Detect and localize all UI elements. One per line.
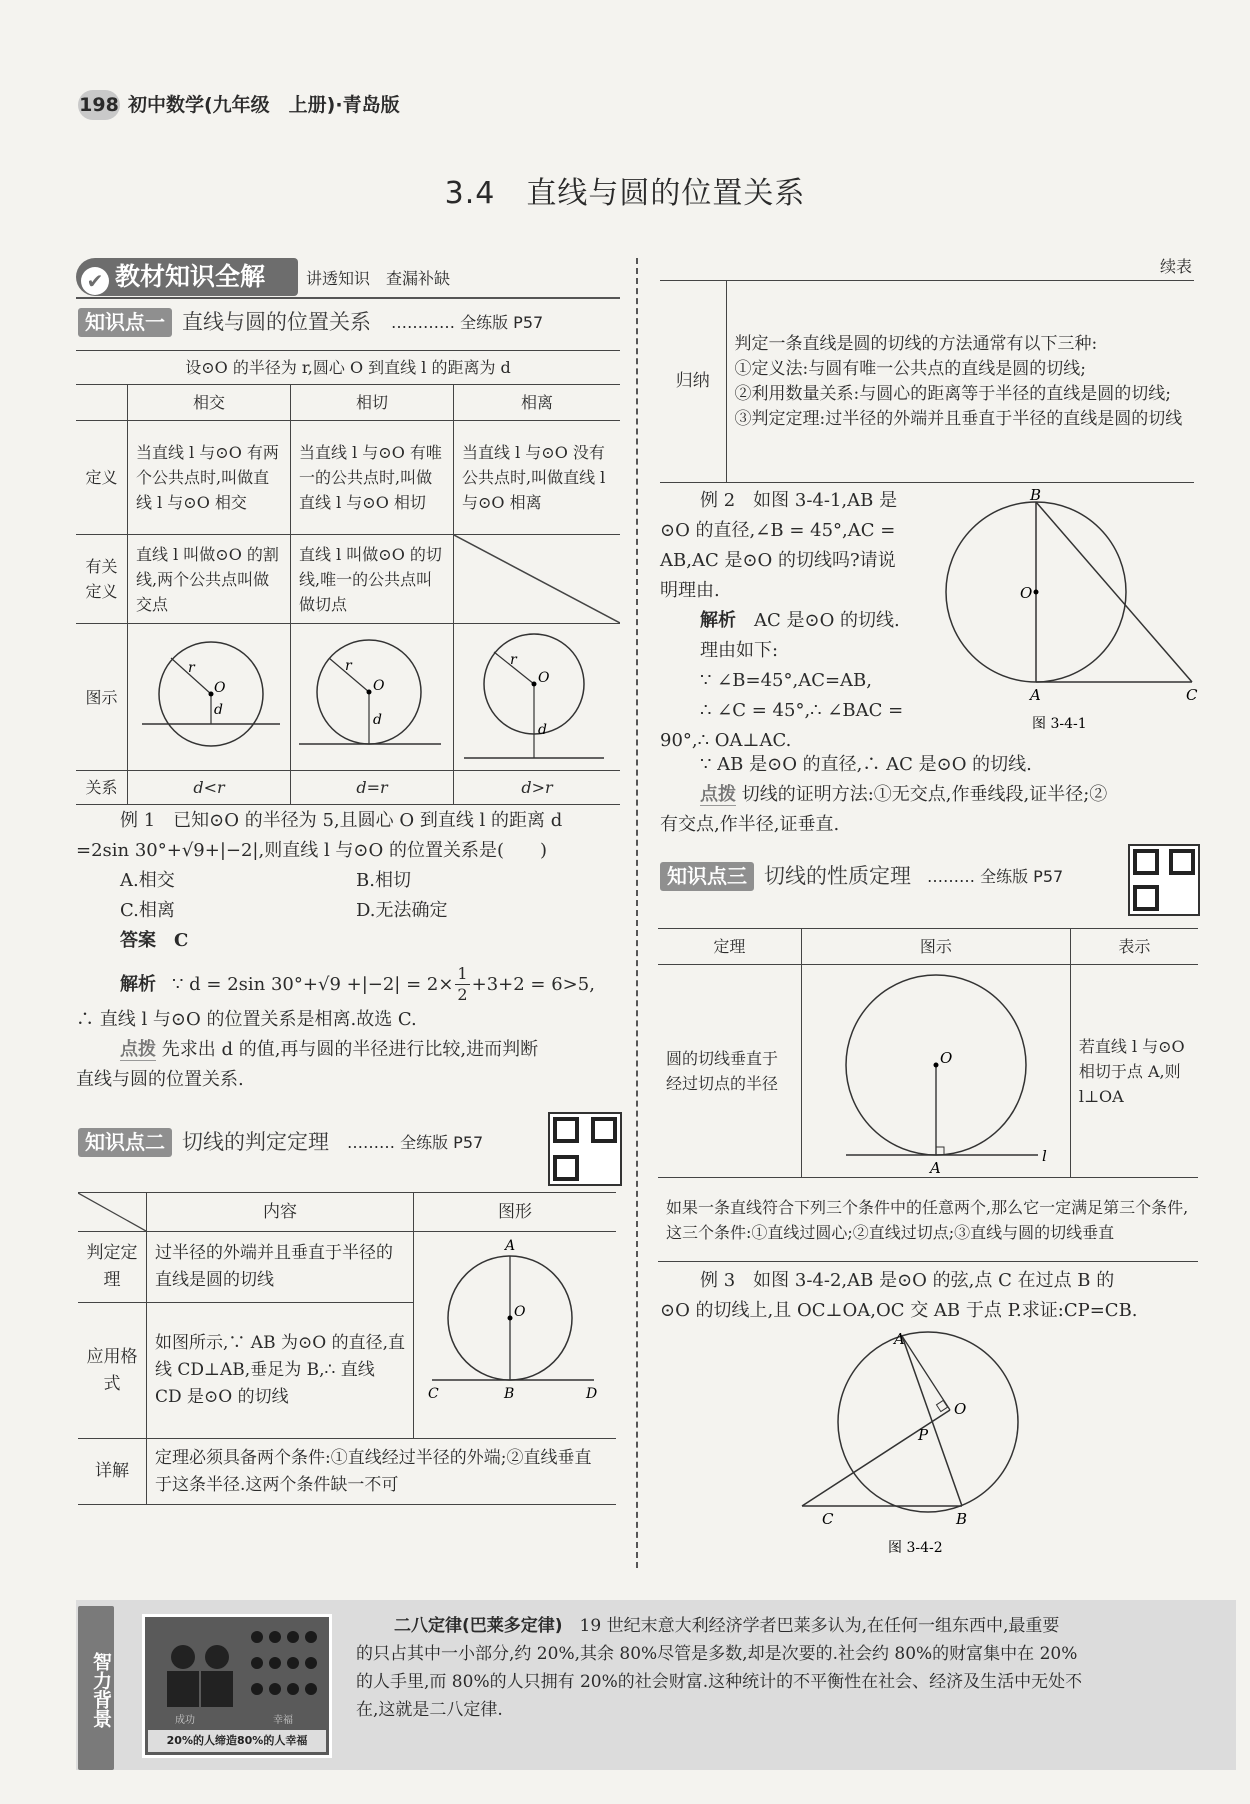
- column-divider: [636, 258, 638, 1568]
- ex1-q1: 例 1 已知⊙O 的半径为 5,且圆心 O 到直线 l 的距离 d: [120, 810, 563, 831]
- ex2-sol-6: ∵ AB 是⊙O 的直径,∴ AC 是⊙O 的切线.: [700, 754, 1032, 775]
- summary-line-4: ③判定定理:过半径的外端并且垂直于半径的直线是圆的切线: [734, 408, 1183, 429]
- ex1-option-c: C.相离: [120, 900, 175, 921]
- fig-separate: [454, 624, 621, 771]
- header-separate: 相离: [454, 385, 621, 421]
- summary-line-1: 判定一条直线是圆的切线的方法通常有以下三种:: [734, 333, 1098, 354]
- ex1-option-a: A.相交: [120, 870, 175, 891]
- label-O: O: [214, 680, 226, 696]
- img-label-success: 成功: [175, 1715, 195, 1726]
- detail-text: 定理必须具备两个条件:①直线经过半径的外端;②直线垂直于这条半径.这两个条件缺一不可: [147, 1439, 617, 1505]
- table1-caption: 设⊙O 的半径为 r,圆心 O 到直线 l 的距离为 d: [76, 351, 620, 385]
- footer-line-2: 的只占其中一小部分,约 20%,其余 80%尽管是多数,却是次要的.社会约 80%的财富集中在 20%: [356, 1644, 1078, 1664]
- header-figure: 图形: [414, 1193, 617, 1232]
- fraction: [455, 964, 469, 1005]
- criterion-figure-cell: [414, 1232, 617, 1439]
- circle-separate-figure: [454, 624, 620, 770]
- ex2-tip: [660, 780, 1200, 840]
- figure-3-4-1: [940, 486, 1200, 740]
- rel-intersect: 直线 l 叫做⊙O 的割线,两个公共点叫做交点: [128, 535, 291, 624]
- frac-num: 1: [457, 964, 468, 983]
- ex2-solution-label: 解析: [700, 610, 736, 631]
- label-B: B: [1030, 486, 1042, 504]
- label-B: B: [504, 1386, 515, 1402]
- ex2-sol-1: AC 是⊙O 的切线.: [754, 610, 900, 631]
- book-title: 初中数学(九年级 上册)·青岛版: [128, 94, 400, 116]
- kp3-ref: ……… 全练版 P57: [927, 867, 1064, 886]
- ex2-line-1: 例 2 如图 3-4-1,AB 是: [700, 490, 898, 511]
- footer-line-1: 19 世纪末意大利经济学者巴莱多认为,在任何一组东西中,最重要: [579, 1616, 1060, 1636]
- criterion-figure: [414, 1232, 616, 1438]
- header-tangent: 相切: [291, 385, 454, 421]
- label-l: l: [1041, 1147, 1047, 1165]
- banner-label: 教材知识全解: [115, 262, 266, 291]
- label-O: O: [373, 678, 385, 694]
- ex2-sol-3: ∵ ∠B=45°,AC=AB,: [700, 670, 872, 691]
- ex2-tip2: 有交点,作半径,证垂直.: [660, 814, 840, 835]
- label-d: d: [214, 702, 223, 718]
- label-d: d: [373, 712, 382, 728]
- kp1-heading: [78, 308, 543, 337]
- ex2-tip1: 切线的证明方法:①无交点,作垂线段,证半径;②: [741, 784, 1108, 805]
- ex2-line-2: ⊙O 的直径,∠B = 45°,AC =: [660, 520, 896, 541]
- label-A: A: [1030, 686, 1041, 704]
- kp1-title: 直线与圆的位置关系: [182, 310, 371, 334]
- ex1-solution-label: 解析: [120, 973, 156, 995]
- rel-separate-empty: [454, 535, 621, 624]
- fig-3-4-2-caption: 图 3-4-2: [888, 1540, 943, 1556]
- position-table: [76, 350, 620, 805]
- circle-tangent-figure: [291, 624, 453, 770]
- figure-3-4-2: [790, 1330, 1050, 1566]
- ex1-answer-label: 答案: [120, 930, 156, 951]
- property-note: 如果一条直线符合下列三个条件中的任意两个,那么它一定满足第三个条件,这三个条件:①直线过圆心;②直线过切点;③直线与圆的切线垂直: [658, 1178, 1198, 1262]
- property-figure: [802, 965, 1070, 1177]
- label-A: A: [929, 1159, 941, 1177]
- ex2-sol-5: 90°,∴ OA⊥AC.: [660, 730, 792, 751]
- label-A: A: [894, 1330, 905, 1348]
- header-intersect: 相交: [128, 385, 291, 421]
- header-representation: 表示: [1070, 929, 1198, 965]
- kp3-title: 切线的性质定理: [764, 864, 911, 888]
- label-O: O: [1020, 584, 1033, 602]
- continued-label: 续表: [1160, 257, 1193, 276]
- qr-code-2[interactable]: [1128, 844, 1200, 916]
- check-icon: ✔: [81, 267, 109, 295]
- ex1-q2: =2sin 30°+√9+|−2|,则直线 l 与⊙O 的位置关系是( ): [76, 840, 548, 861]
- ex1-solution-end: +3+2 = 6>5,: [471, 973, 595, 995]
- label-d: d: [538, 722, 547, 738]
- label-O: O: [538, 670, 550, 686]
- kp2-ref: ……… 全练版 P57: [347, 1133, 484, 1152]
- kp1-ref: ………… 全练版 P57: [391, 313, 544, 332]
- footer-line-4: 在,这就是二八定律.: [356, 1700, 503, 1720]
- example-3: [660, 1266, 1200, 1326]
- label-D: D: [586, 1386, 598, 1402]
- label-B: B: [956, 1510, 968, 1528]
- ex2-line-4: 明理由.: [660, 580, 720, 601]
- header-diagram: 图示: [801, 929, 1070, 965]
- example-1: [76, 806, 624, 1095]
- summary-table: [660, 280, 1194, 483]
- ex2-sol-4: ∴ ∠C = 45°,∴ ∠BAC =: [700, 700, 904, 721]
- ex1-tip-label: 点拨: [120, 1039, 156, 1060]
- theorem-text: 过半径的外端并且垂直于半径的直线是圆的切线: [147, 1232, 414, 1303]
- frac-den: 2: [457, 985, 468, 1004]
- header-diagonal: [78, 1193, 146, 1231]
- ex2-sol-2: 理由如下:: [700, 640, 779, 661]
- circle-intersect-figure: [128, 624, 290, 770]
- label-C: C: [428, 1386, 439, 1402]
- kp2-pill: 知识点二: [78, 1128, 172, 1157]
- label-r: r: [188, 660, 195, 676]
- label-P: P: [918, 1426, 929, 1444]
- fig-tangent: [291, 624, 454, 771]
- label-C: C: [1186, 686, 1198, 704]
- banner: [76, 258, 298, 296]
- people-illustration: [145, 1617, 329, 1727]
- application-text: 如图所示,∵ AB 为⊙O 的直径,直线 CD⊥AB,垂足为 B,∴ 直线 CD 是⊙O 的切线: [147, 1303, 414, 1439]
- def-separate: 当直线 l 与⊙O 没有公共点时,叫做直线 l 与⊙O 相离: [454, 421, 621, 535]
- label-O: O: [514, 1304, 526, 1320]
- qr-code-1[interactable]: [548, 1112, 622, 1186]
- label-O: O: [939, 1049, 953, 1067]
- summary-line-3: ②利用数量关系:与圆心的距离等于半径的直线是圆的切线;: [734, 383, 1171, 404]
- property-figure-cell: [801, 965, 1070, 1178]
- kp3-pill: 知识点三: [660, 862, 754, 891]
- summary-label: 归纳: [660, 281, 726, 483]
- summary-content: [726, 281, 1194, 483]
- header-theorem: 定理: [658, 929, 801, 965]
- row-label-detail: 详解: [78, 1439, 147, 1505]
- kp2-heading: [78, 1128, 483, 1157]
- ex1-tip2: 直线与圆的位置关系.: [76, 1069, 244, 1090]
- row-label-application: 应用格式: [78, 1303, 147, 1439]
- row-label-definition: 定义: [76, 421, 128, 535]
- ex2-tip-label: 点拨: [700, 784, 736, 805]
- ex1-conclusion: ∴ 直线 l 与⊙O 的位置关系是相离.故选 C.: [76, 1009, 417, 1030]
- kp1-pill: 知识点一: [78, 308, 172, 337]
- footer-text: [356, 1612, 1196, 1724]
- ex1-solution: ∵ d = 2sin 30°+√9 +|−2| = 2×: [172, 973, 454, 995]
- row-label-figure: 图示: [76, 624, 128, 771]
- row-label-theorem: 判定定理: [78, 1232, 147, 1303]
- ex1-tip1: 先求出 d 的值,再与圆的半径进行比较,进而判断: [161, 1039, 539, 1060]
- row-label-relation: 关系: [76, 771, 128, 805]
- footer-tab: 智力背景: [78, 1606, 114, 1770]
- img-label-happiness: 幸福: [273, 1715, 293, 1726]
- ex1-option-d: D.无法确定: [356, 900, 448, 921]
- footer-image-caption: 20%的人缔造80%的人幸福: [148, 1730, 326, 1752]
- ex1-answer: C: [174, 930, 189, 951]
- example-2: [660, 486, 950, 756]
- section-title: 3.4 直线与圆的位置关系: [444, 176, 806, 211]
- rel-tangent: 直线 l 叫做⊙O 的切线,唯一的公共点叫做切点: [291, 535, 454, 624]
- summary-line-2: ①定义法:与圆有唯一公共点的直线是圆的切线;: [734, 358, 1086, 379]
- ex3-line-1: 例 3 如图 3-4-2,AB 是⊙O 的弦,点 C 在过点 B 的: [700, 1270, 1115, 1291]
- diagonal-line: [454, 535, 620, 623]
- footer-line-3: 的人手里,而 80%的人只拥有 20%的社会财富.这种统计的不平衡性在社会、经济及生活中无处不: [356, 1672, 1083, 1692]
- property-representation: 若直线 l 与⊙O 相切于点 A,则 l⊥OA: [1070, 965, 1198, 1178]
- kp3-heading: [660, 862, 1063, 891]
- rel-lt: d<r: [128, 771, 291, 805]
- def-tangent: 当直线 l 与⊙O 有唯一的公共点时,叫做直线 l 与⊙O 相切: [291, 421, 454, 535]
- ex2-line-3: AB,AC 是⊙O 的切线吗?请说: [660, 550, 896, 571]
- banner-rule: [76, 297, 620, 299]
- ex1-option-b: B.相切: [356, 870, 411, 891]
- label-r: r: [345, 658, 352, 674]
- tangent-property-table: [658, 928, 1198, 1262]
- fig-3-4-1-caption: 图 3-4-1: [1032, 716, 1087, 732]
- kp2-title: 切线的判定定理: [182, 1130, 329, 1154]
- label-C: C: [822, 1510, 834, 1528]
- label-r: r: [510, 652, 517, 668]
- banner-subtitle: 讲透知识 查漏补缺: [306, 269, 451, 288]
- row-label-related: 有关定义: [76, 535, 128, 624]
- property-theorem: 圆的切线垂直于经过切点的半径: [658, 965, 801, 1178]
- footer-title: 二八定律(巴莱多定律): [394, 1616, 563, 1636]
- diag-header: [78, 1193, 147, 1232]
- header-content: 内容: [147, 1193, 414, 1232]
- page-number: 198: [78, 90, 120, 120]
- ex3-line-2: ⊙O 的切线上,且 OC⊥OA,OC 交 AB 于点 P.求证:CP=CB.: [660, 1300, 1138, 1321]
- footer-image: [142, 1614, 332, 1758]
- rel-eq: d=r: [291, 771, 454, 805]
- label-O: O: [954, 1400, 967, 1418]
- fig-intersect: [128, 624, 291, 771]
- tangent-criterion-table: [78, 1192, 616, 1505]
- def-intersect: 当直线 l 与⊙O 有两个公共点时,叫做直线 l 与⊙O 相交: [128, 421, 291, 535]
- label-A: A: [505, 1238, 516, 1254]
- rel-gt: d>r: [454, 771, 621, 805]
